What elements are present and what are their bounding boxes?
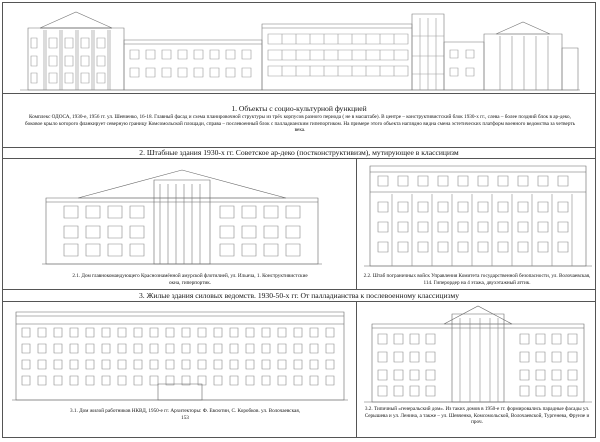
caption-3-1: 3.1. Дом жилой работников НКВД, 1950-е гг. Архитекторы: Ф. Евсютин, С. Коробков. ул. Волочаевская, 153 xyxy=(70,408,301,421)
section-1-description: Комплекс ОДОСА, 1930-е, 1956 гг. ул. Шевченко, 16-18. Главный фасад и схема планировочной структуры из трёх корпусов разного периода ( не в масштабе). В центре – конструктивистский блок 1930-х гг., слева – более поздний блок в ар-деко, боковое крыло которого фланкирует северную границу Комсомольской площади, справа – послевоенный блок с палладианским гипепортиком. На примере этого объекта наглядно видна смена эстетических платформ военного ведомства за четверть века. xyxy=(25,114,575,134)
divider xyxy=(356,158,357,289)
section-2-heading: 2. Штабные здания 1930-х гг. Советское ар-деко (постконструктивизм), мутирующее в классицизм xyxy=(139,148,459,157)
divider xyxy=(2,158,596,159)
divider xyxy=(356,301,357,438)
divider xyxy=(2,289,596,290)
flotilla-commander-house-drawing xyxy=(42,164,322,266)
section-3-heading: 3. Жилые здания силовых ведомств. 1930-50-х гг. От палладианства к послевоенному классицизму xyxy=(138,291,460,300)
odosa-facade-drawing xyxy=(20,8,580,92)
section-1-heading: 1. Объекты с социо-культурной функцией xyxy=(231,104,367,113)
divider xyxy=(2,93,596,94)
divider xyxy=(2,301,596,302)
border-troops-hq-drawing xyxy=(364,162,592,268)
generals-house-drawing xyxy=(364,304,592,404)
nkvd-residential-house-drawing xyxy=(12,306,348,402)
caption-3-2: 3.2. Типичный «генеральский дом». Из таких домов в 1950-е гг. формировались парадные фасады ул. Серышева и ул. Ленина, а также – ул. Шевченко, Комсомольской, Волочаевской, Тургенева, Фрунзе и проч. xyxy=(364,406,590,426)
caption-2-2: 2.2. Штаб пограничных войск Управления Комитета государственной безопасности, ул. Волочаевская, 114. Гиперордер на 4 этажа, двухэтажный аттик. xyxy=(363,273,591,286)
caption-2-1: 2.1. Дом главнокомандующего Краснознамённой амурской флотилией, ул. Ильича, 1. Конструктивистские окна, гиперпортик. xyxy=(72,273,308,286)
